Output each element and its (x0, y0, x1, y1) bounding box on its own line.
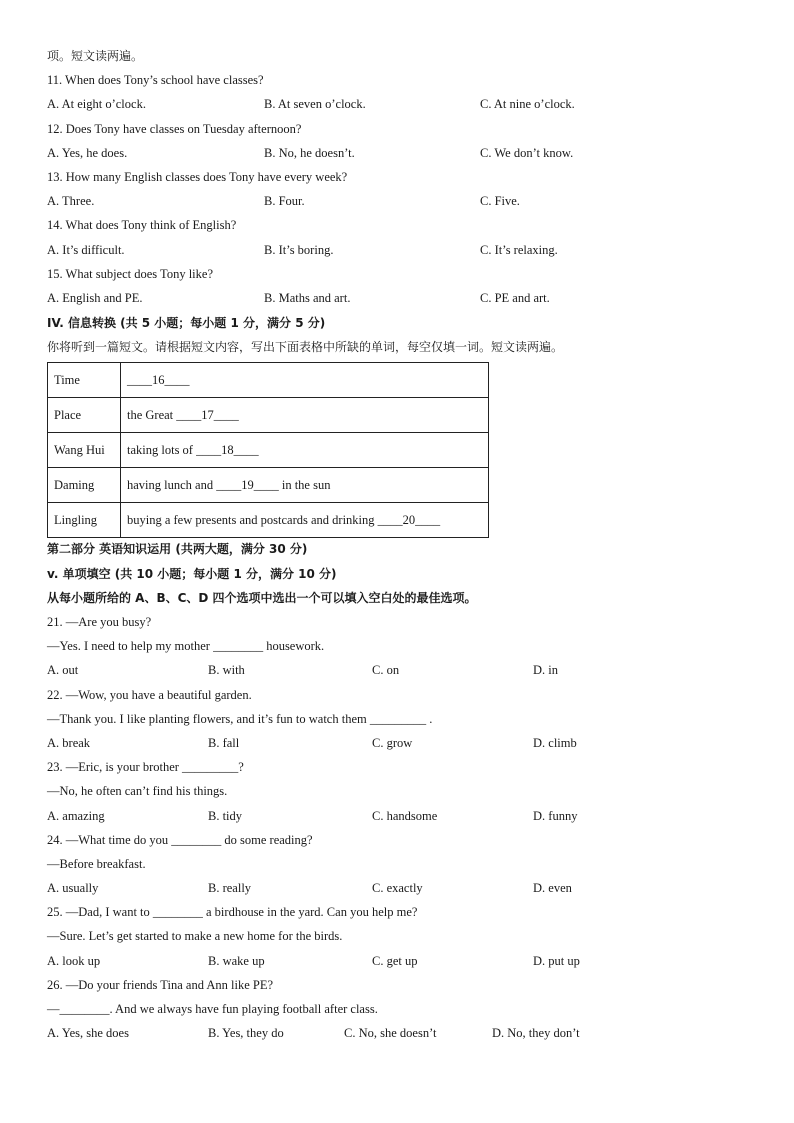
response-text: —________. And we always have fun playing football after class. (47, 1002, 378, 1016)
option-a: A. usually (47, 881, 99, 896)
table-row (48, 398, 489, 433)
option-c: C. It’s relaxing. (480, 242, 558, 257)
option-d: D. funny (533, 808, 578, 823)
question-text: 23. —Eric, is your brother _________? (47, 760, 244, 775)
info-table (47, 362, 489, 538)
option-a: A. Yes, she does (47, 1026, 129, 1041)
option-a: A. Three. (47, 194, 95, 209)
option-d: D. No, they don’t (492, 1026, 580, 1041)
question-options (47, 286, 747, 310)
section4-instruction: 你将听到一篇短文。请根据短文内容，写出下面表格中所缺的单词，每空仅填一词。短文读两遍。 (47, 340, 564, 355)
row-label: Wang Hui (48, 433, 121, 468)
intro-tail: 项。短文读两遍。 (47, 49, 144, 63)
option-c: C. Five. (480, 194, 520, 209)
question-text: 24. —What time do you ________ do some reading? (47, 832, 313, 847)
question-text: 12. Does Tony have classes on Tuesday afternoon? (47, 121, 302, 136)
answer-blank: ____16____ (127, 372, 190, 387)
row-content (121, 398, 489, 433)
response-text: —Before breakfast. (47, 856, 146, 871)
option-b: B. really (208, 881, 252, 896)
table-row (48, 433, 489, 468)
option-d: D. even (533, 881, 572, 896)
option-b: B. with (208, 663, 245, 678)
option-b: B. fall (208, 735, 240, 750)
section4-heading: IV. 信息转换 (共 5 小题；每小题 1 分，满分 5 分) (47, 316, 326, 331)
option-a: A. English and PE. (47, 290, 143, 305)
option-c: C. No, she doesn’t (344, 1026, 437, 1041)
question-options (47, 731, 747, 755)
row-label: Place (48, 398, 121, 433)
question-options (47, 92, 747, 116)
response-text: —No, he often can’t find his things. (47, 784, 228, 799)
answer-blank: ____19____ (216, 477, 279, 492)
question-options (47, 876, 747, 900)
option-c: C. exactly (372, 881, 423, 896)
row-content (121, 503, 489, 538)
answer-blank: ____18____ (196, 442, 259, 457)
question-text: 13. How many English classes does Tony have every week? (47, 169, 348, 184)
option-b: B. tidy (208, 808, 243, 823)
content-before: having lunch and (127, 477, 217, 492)
option-d: D. put up (533, 953, 580, 968)
option-b: B. Maths and art. (264, 290, 351, 305)
option-c: C. grow (372, 735, 413, 750)
option-d: D. in (533, 663, 558, 678)
row-content (121, 433, 489, 468)
option-a: A. It’s difficult. (47, 242, 125, 257)
response-text: —Thank you. I like planting flowers, and it’s fun to watch them _________ . (47, 711, 433, 726)
option-d: D. climb (533, 735, 577, 750)
content-after: in the sun (278, 477, 331, 492)
table-row (48, 363, 489, 398)
question-options (47, 658, 747, 682)
option-b: B. It’s boring. (264, 242, 334, 257)
option-c: C. At nine o’clock. (480, 97, 575, 112)
option-c: C. We don’t know. (480, 145, 574, 160)
exam-page (47, 44, 747, 1045)
section5-instruction: 从每小题所给的 A、B、C、D 四个选项中选出一个可以填入空白处的最佳选项。 (47, 590, 477, 605)
question-options (47, 141, 747, 165)
response-text: —Sure. Let’s get started to make a new home for the birds. (47, 929, 343, 944)
response-text: —Yes. I need to help my mother ________ housework. (47, 639, 325, 654)
option-a: A. out (47, 663, 79, 678)
option-c: C. handsome (372, 808, 438, 823)
question-text: 11. When does Tony’s school have classes? (47, 73, 264, 88)
row-label: Lingling (48, 503, 121, 538)
option-a: A. amazing (47, 808, 105, 823)
question-options (47, 1021, 747, 1045)
option-a: A. At eight o’clock. (47, 97, 146, 112)
option-a: A. Yes, he does. (47, 145, 128, 160)
table-row (48, 468, 489, 503)
row-label: Time (48, 363, 121, 398)
option-b: B. At seven o’clock. (264, 97, 366, 112)
option-c: C. PE and art. (480, 290, 550, 305)
option-a: A. look up (47, 953, 101, 968)
table-row (48, 503, 489, 538)
option-b: B. Four. (264, 194, 305, 209)
content-before: taking lots of (127, 442, 197, 457)
content-before: the Great (127, 407, 177, 422)
question-options (47, 238, 747, 262)
question-text: 25. —Dad, I want to ________ a birdhouse in the yard. Can you help me? (47, 905, 418, 920)
question-options (47, 189, 747, 213)
answer-blank: ____17____ (176, 407, 239, 422)
option-c: C. get up (372, 953, 418, 968)
question-text: 22. —Wow, you have a beautiful garden. (47, 687, 252, 702)
section5-heading: v. 单项填空 (共 10 小题；每小题 1 分，满分 10 分) (47, 566, 337, 581)
option-a: A. break (47, 735, 91, 750)
listening-part3 (47, 68, 747, 310)
option-b: B. Yes, they do (208, 1026, 284, 1041)
question-text: 26. —Do your friends Tina and Ann like PE? (47, 977, 274, 992)
row-content (121, 363, 489, 398)
question-text: 14. What does Tony think of English? (47, 218, 237, 233)
question-options (47, 949, 747, 973)
question-options (47, 804, 747, 828)
question-text: 21. —Are you busy? (47, 615, 152, 629)
content-before: buying a few presents and postcards and drinking (127, 512, 378, 527)
option-b: B. wake up (208, 953, 265, 968)
row-content (121, 468, 489, 503)
option-b: B. No, he doesn’t. (264, 145, 355, 160)
question-text: 15. What subject does Tony like? (47, 266, 213, 281)
option-c: C. on (372, 663, 400, 678)
part2-heading: 第二部分 英语知识运用 (共两大题，满分 30 分) (47, 542, 308, 557)
row-label: Daming (48, 468, 121, 503)
grammar-part5 (47, 610, 747, 1045)
answer-blank: ____20____ (377, 512, 441, 527)
